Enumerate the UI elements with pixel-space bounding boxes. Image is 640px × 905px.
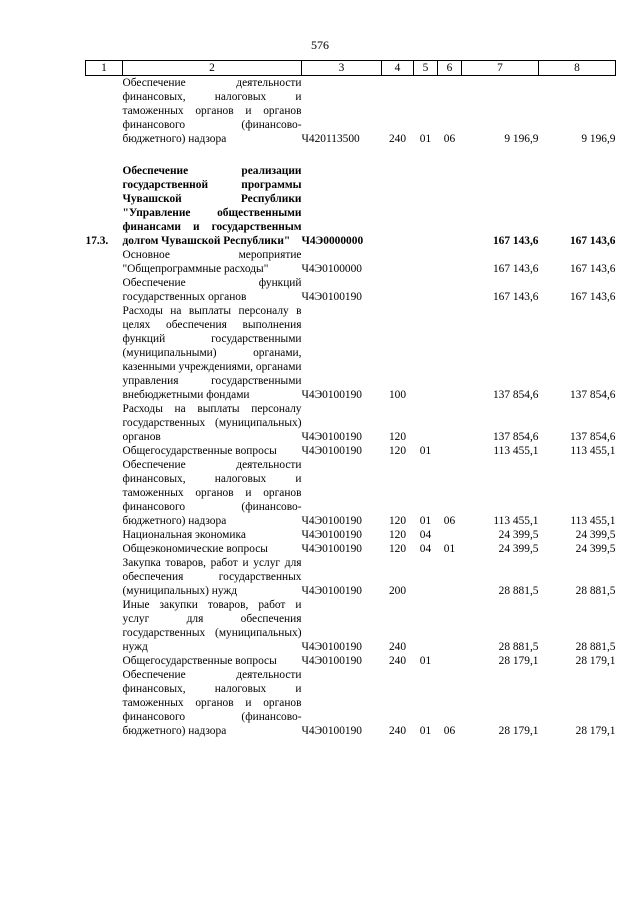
- amount-year-2: 28 179,1: [575, 725, 616, 737]
- section: [414, 248, 438, 276]
- table-row: [86, 528, 616, 542]
- row-number: [86, 458, 123, 528]
- section: 01: [419, 445, 432, 457]
- row-number: [86, 668, 123, 738]
- target-article-code: Ч4Э0100190: [301, 445, 362, 457]
- amount-year-1: 24 399,5: [498, 543, 539, 555]
- expense-type: [382, 146, 414, 248]
- amount-year-1: 24 399,5: [498, 529, 539, 541]
- amount-year-1: 28 881,5: [498, 585, 539, 597]
- target-article-code: Ч4Э0100190: [301, 655, 362, 667]
- amount-year-1: 167 143,6: [492, 291, 539, 303]
- amount-year-2: 9 196,9: [581, 133, 616, 145]
- row-name: Иные закупки товаров, работ и услуг для обеспечения государственных (муниципальных) нужд: [122, 599, 302, 653]
- row-number: [86, 444, 123, 458]
- expense-type: [382, 276, 414, 304]
- subsection: [438, 248, 462, 276]
- row-name: Основное мероприятие "Общепрограммные расходы": [122, 249, 302, 275]
- row-number: [86, 304, 123, 402]
- header-col-5: 5: [414, 61, 438, 76]
- table-row: [86, 542, 616, 556]
- subsection: [438, 556, 462, 598]
- row-number: 17.3.: [85, 235, 109, 247]
- target-article-code: Ч4Э0100190: [301, 291, 362, 303]
- expense-type: 120: [388, 445, 407, 457]
- section: 01: [419, 655, 432, 667]
- amount-year-2: 113 455,1: [570, 445, 616, 457]
- target-article-code: Ч420113500: [301, 133, 360, 145]
- section: [414, 304, 438, 402]
- table-row: [86, 598, 616, 654]
- row-name: Общеэкономические вопросы: [122, 543, 268, 555]
- header-col-3: 3: [302, 61, 382, 76]
- expense-type: 100: [388, 389, 407, 401]
- amount-year-1: 137 854,6: [492, 431, 539, 443]
- expense-type: 240: [388, 641, 407, 653]
- table-row: [86, 556, 616, 598]
- section: [414, 276, 438, 304]
- row-number: [86, 598, 123, 654]
- section: [414, 146, 438, 248]
- expense-type: 240: [388, 655, 407, 667]
- expense-type: 240: [388, 133, 407, 145]
- section: [414, 598, 438, 654]
- section: [414, 402, 438, 444]
- header-col-1: 1: [86, 61, 123, 76]
- row-name: Закупка товаров, работ и услуг для обеспечения государственных (муниципальных) нужд: [122, 557, 302, 597]
- section: 01: [419, 133, 432, 145]
- table-row: [86, 668, 616, 738]
- header-row: [86, 61, 616, 76]
- row-name: Обеспечение деятельности финансовых, налоговых и таможенных органов и органов финансового (финансово-бюджетного) надзора: [122, 669, 302, 737]
- table-row: [86, 444, 616, 458]
- header-col-8: 8: [539, 61, 616, 76]
- section: 04: [419, 529, 432, 541]
- header-col-2: 2: [123, 61, 302, 76]
- row-number: [86, 556, 123, 598]
- table-row: [86, 458, 616, 528]
- table-row: [86, 654, 616, 668]
- row-name: Общегосударственные вопросы: [122, 445, 277, 457]
- subsection: [438, 654, 462, 668]
- subsection: 06: [443, 133, 456, 145]
- amount-year-1: 137 854,6: [492, 389, 539, 401]
- section: [414, 556, 438, 598]
- table-body: [86, 76, 616, 739]
- table-row: [86, 276, 616, 304]
- amount-year-1: 28 881,5: [498, 641, 539, 653]
- subsection: 06: [443, 515, 456, 527]
- target-article-code: Ч4Э0100190: [301, 585, 362, 597]
- target-article-code: Ч4Э0100190: [301, 543, 362, 555]
- amount-year-2: 167 143,6: [569, 291, 616, 303]
- target-article-code: Ч4Э0100190: [301, 389, 362, 401]
- page-number: 576: [311, 38, 329, 52]
- amount-year-2: 24 399,5: [575, 543, 616, 555]
- target-article-code: Ч4Э0100190: [301, 515, 362, 527]
- expense-type: [382, 248, 414, 276]
- header-col-6: 6: [438, 61, 462, 76]
- target-article-code: Ч4Э0000000: [301, 235, 364, 247]
- subsection: [438, 276, 462, 304]
- expense-type: 120: [388, 431, 407, 443]
- section: 01: [419, 725, 432, 737]
- row-name: Расходы на выплаты персоналу в целях обеспечения выполнения функций государственными (муниципальными) органами, казенными учреждениями, органами управления государственными внебюджетными фондами: [122, 305, 302, 401]
- subsection: [438, 402, 462, 444]
- row-number: [86, 76, 123, 147]
- amount-year-1: 9 196,9: [504, 133, 539, 145]
- target-article-code: Ч4Э0100190: [301, 641, 362, 653]
- target-article-code: Ч4Э0100190: [301, 431, 362, 443]
- section: 01: [419, 515, 432, 527]
- row-name: Обеспечение деятельности финансовых, налоговых и таможенных органов и органов финансового (финансово-бюджетного) надзора: [122, 77, 302, 145]
- table-row: [86, 146, 616, 248]
- row-name: Национальная экономика: [122, 529, 246, 541]
- amount-year-2: 113 455,1: [570, 515, 616, 527]
- table-row: [86, 248, 616, 276]
- subsection: [438, 304, 462, 402]
- subsection: 01: [443, 543, 456, 555]
- amount-year-2: 28 179,1: [575, 655, 616, 667]
- subsection: [438, 146, 462, 248]
- table-row: [86, 76, 616, 147]
- row-name: Расходы на выплаты персоналу государственных (муниципальных) органов: [122, 403, 302, 443]
- section: 04: [419, 543, 432, 555]
- header-col-7: 7: [462, 61, 539, 76]
- amount-year-1: 167 143,6: [492, 263, 539, 275]
- expense-type: 120: [388, 515, 407, 527]
- row-name: Общегосударственные вопросы: [122, 655, 277, 667]
- row-number: [86, 402, 123, 444]
- budget-table: [85, 60, 616, 738]
- expense-type: 120: [388, 529, 407, 541]
- amount-year-2: 28 881,5: [575, 585, 616, 597]
- target-article-code: Ч4Э0100000: [301, 263, 362, 275]
- subsection: [438, 528, 462, 542]
- subsection: [438, 444, 462, 458]
- table-row: [86, 402, 616, 444]
- amount-year-1: 167 143,6: [492, 235, 539, 247]
- amount-year-2: 167 143,6: [569, 235, 616, 247]
- row-number: [86, 528, 123, 542]
- subsection: 06: [443, 725, 456, 737]
- expense-type: 240: [388, 725, 407, 737]
- amount-year-2: 137 854,6: [569, 431, 616, 443]
- target-article-code: Ч4Э0100190: [301, 725, 362, 737]
- expense-type: 120: [388, 543, 407, 555]
- row-number: [86, 276, 123, 304]
- amount-year-2: 137 854,6: [569, 389, 616, 401]
- amount-year-2: 167 143,6: [569, 263, 616, 275]
- amount-year-1: 113 455,1: [493, 515, 539, 527]
- row-number: [86, 248, 123, 276]
- row-name: Обеспечение реализации государственной программы Чувашской Республики "Управление общественными финансами и государственным долгом Чувашской Республики": [122, 165, 302, 247]
- amount-year-1: 28 179,1: [498, 725, 539, 737]
- amount-year-1: 113 455,1: [493, 445, 539, 457]
- row-name: Обеспечение деятельности финансовых, налоговых и таможенных органов и органов финансового (финансово-бюджетного) надзора: [122, 459, 302, 527]
- amount-year-2: 28 881,5: [575, 641, 616, 653]
- row-number: [86, 654, 123, 668]
- expense-type: 200: [388, 585, 407, 597]
- subsection: [438, 598, 462, 654]
- amount-year-1: 28 179,1: [498, 655, 539, 667]
- header-col-4: 4: [382, 61, 414, 76]
- row-number: [86, 542, 123, 556]
- target-article-code: Ч4Э0100190: [301, 529, 362, 541]
- table-row: [86, 304, 616, 402]
- amount-year-2: 24 399,5: [575, 529, 616, 541]
- row-name: Обеспечение функций государственных органов: [122, 277, 302, 303]
